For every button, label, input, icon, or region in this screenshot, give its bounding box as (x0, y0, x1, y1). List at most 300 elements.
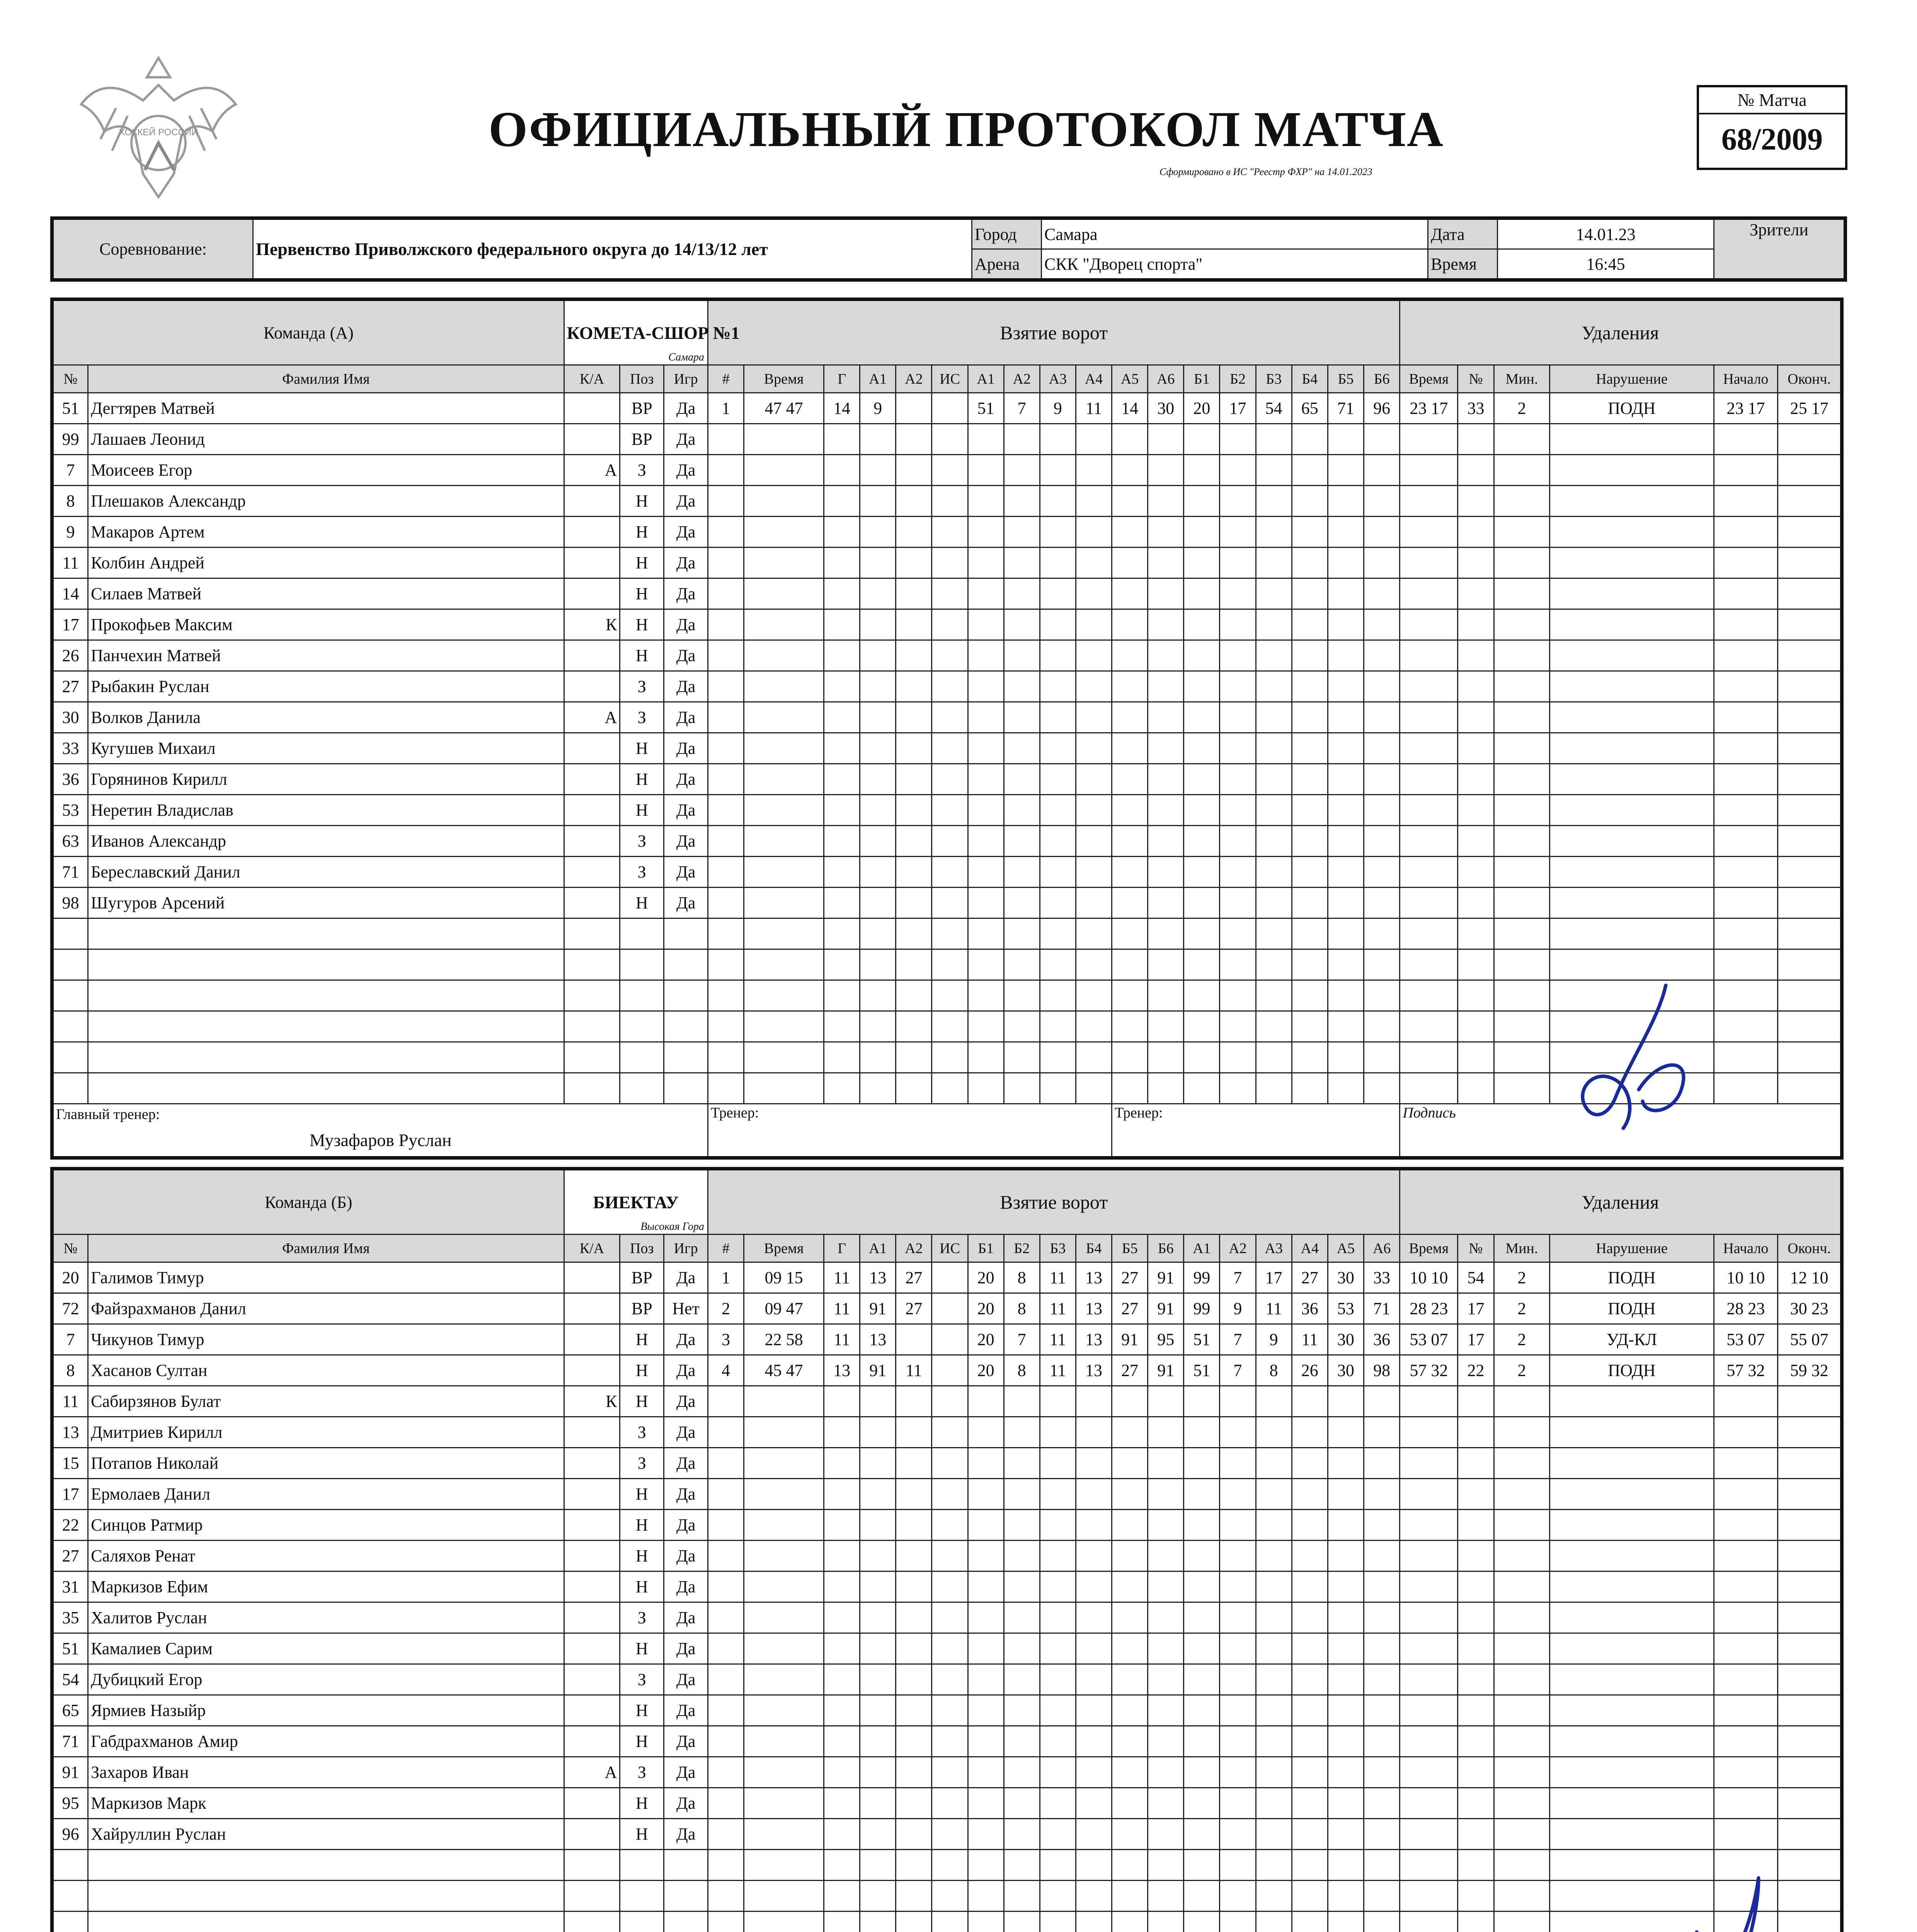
empty-cell (1076, 1850, 1112, 1881)
empty-cell (1458, 918, 1494, 949)
player-position: Н (620, 795, 664, 826)
penalty-time-min: 57 (1410, 1361, 1427, 1380)
player-row (52, 1571, 1842, 1602)
arena-label: Арена (972, 249, 1042, 280)
penalty-end-sec: 07 (1811, 1330, 1828, 1349)
empty-cell (1328, 980, 1364, 1011)
goal-time-sec: 58 (786, 1330, 803, 1349)
penalty-time-min: 53 (1410, 1330, 1427, 1349)
goal-situation (932, 1355, 968, 1386)
empty-cell (1778, 702, 1842, 733)
empty-cell (896, 857, 932, 888)
on-ice-own-4: 13 (1076, 1324, 1112, 1355)
empty-cell (1400, 578, 1458, 609)
empty-cell (1184, 1664, 1220, 1695)
empty-cell (1458, 517, 1494, 548)
empty-cell (88, 1011, 564, 1042)
empty-cell (1040, 1417, 1076, 1448)
player-row (52, 1602, 1842, 1633)
empty-cell (1040, 1695, 1076, 1726)
empty-cell (1714, 1386, 1778, 1417)
player-played: Да (664, 640, 708, 671)
player-played: Да (664, 826, 708, 857)
empty-cell (1184, 455, 1220, 486)
on-ice-opp-1: 20 (1184, 393, 1220, 424)
empty-cell (1184, 888, 1220, 918)
goal-number: 4 (708, 1355, 744, 1386)
goal-time (744, 393, 824, 424)
player-name: Галимов Тимур (88, 1262, 564, 1293)
col-on-ice-б4: Б4 (1076, 1235, 1112, 1262)
empty-cell (1292, 888, 1328, 918)
player-played: Да (664, 548, 708, 578)
empty-cell (1220, 1664, 1256, 1695)
empty-cell (932, 918, 968, 949)
empty-cell (1292, 1541, 1328, 1571)
empty-cell (824, 424, 860, 455)
empty-cell (1364, 918, 1399, 949)
empty-cell (1550, 1633, 1714, 1664)
empty-cell (968, 609, 1004, 640)
empty-cell (1112, 548, 1148, 578)
player-position: З (620, 455, 664, 486)
empty-cell (620, 1011, 664, 1042)
col-on-ice-б4: Б4 (1292, 365, 1328, 393)
player-played: Да (664, 1695, 708, 1726)
penalty-end (1778, 1293, 1842, 1324)
on-ice-own-1: 51 (968, 393, 1004, 424)
goal-time-min: 22 (764, 1330, 782, 1349)
empty-cell (1040, 1541, 1076, 1571)
empty-cell (1040, 888, 1076, 918)
empty-cell (1040, 826, 1076, 857)
empty-cell (824, 1912, 860, 1932)
empty-cell (932, 1850, 968, 1881)
empty-cell (1004, 1633, 1040, 1664)
empty-cell (564, 1011, 620, 1042)
col-on-ice-а1: А1 (1184, 1235, 1220, 1262)
empty-cell (1076, 733, 1112, 764)
player-played: Да (664, 702, 708, 733)
empty-cell (1494, 486, 1550, 517)
spectators-label: Зрители (1714, 218, 1845, 280)
empty-cell (860, 795, 896, 826)
empty-cell (1256, 1011, 1292, 1042)
empty-cell (744, 702, 824, 733)
empty-cell (968, 640, 1004, 671)
empty-cell (1112, 1757, 1148, 1788)
player-played: Да (664, 1726, 708, 1757)
empty-cell (1714, 609, 1778, 640)
player-row (52, 1510, 1842, 1541)
empty-cell (1364, 826, 1399, 857)
player-row (52, 1633, 1842, 1664)
empty-cell (1112, 1912, 1148, 1932)
player-position: ВР (620, 1262, 664, 1293)
empty-cell (1328, 826, 1364, 857)
empty-cell (1184, 1011, 1220, 1042)
player-role (564, 548, 620, 578)
empty-cell (824, 1850, 860, 1881)
goal-assist-1: 9 (860, 393, 896, 424)
player-name: Хасанов Султан (88, 1355, 564, 1386)
empty-cell (896, 486, 932, 517)
empty-cell (1778, 578, 1842, 609)
empty-cell (1040, 1386, 1076, 1417)
empty-cell (1220, 1386, 1256, 1417)
empty-cell (708, 1602, 744, 1633)
player-row (52, 888, 1842, 918)
empty-cell (1112, 980, 1148, 1011)
player-row (52, 1262, 1842, 1293)
penalty-end-min: 59 (1790, 1361, 1807, 1380)
empty-cell (1494, 1819, 1550, 1850)
penalty-start-sec: 32 (1748, 1361, 1765, 1380)
empty-cell (708, 1571, 744, 1602)
on-ice-own-3: 9 (1040, 393, 1076, 424)
team-label: Команда (А) (52, 299, 564, 365)
player-position: ВР (620, 393, 664, 424)
empty-cell (620, 1850, 664, 1881)
empty-cell (860, 1479, 896, 1510)
player-played: Да (664, 1479, 708, 1510)
player-row (52, 424, 1842, 455)
player-name: Колбин Андрей (88, 548, 564, 578)
penalty-start-sec: 17 (1748, 399, 1765, 418)
player-number: 15 (52, 1448, 88, 1479)
empty-cell (896, 1417, 932, 1448)
player-played: Да (664, 1633, 708, 1664)
on-ice-own-4: 13 (1076, 1355, 1112, 1386)
empty-cell (1494, 1510, 1550, 1541)
empty-cell (1714, 795, 1778, 826)
empty-cell (1256, 857, 1292, 888)
empty-cell (932, 1664, 968, 1695)
empty-cell (932, 1695, 968, 1726)
empty-cell (1714, 1695, 1778, 1726)
on-ice-opp-3: 17 (1256, 1262, 1292, 1293)
goal-time (744, 1262, 824, 1293)
empty-cell (1400, 949, 1458, 980)
empty-cell (1220, 733, 1256, 764)
empty-cell (1458, 1757, 1494, 1788)
player-number: 11 (52, 548, 88, 578)
empty-cell (896, 980, 932, 1011)
goal-assist-2 (896, 393, 932, 424)
empty-cell (1184, 578, 1220, 609)
empty-cell (896, 671, 932, 702)
empty-cell (52, 1850, 88, 1881)
penalty-start (1714, 1293, 1778, 1324)
empty-cell (1256, 1757, 1292, 1788)
empty-cell (1400, 1417, 1458, 1448)
empty-cell (1076, 1757, 1112, 1788)
empty-cell (744, 1541, 824, 1571)
col-pen-no: № (1458, 365, 1494, 393)
empty-cell (1714, 1479, 1778, 1510)
player-number: 17 (52, 1479, 88, 1510)
player-row (52, 826, 1842, 857)
empty-cell (1076, 1664, 1112, 1695)
empty-cell (1458, 1726, 1494, 1757)
empty-cell (1494, 857, 1550, 888)
player-row (52, 1448, 1842, 1479)
empty-cell (1040, 702, 1076, 733)
empty-cell (824, 1479, 860, 1510)
empty-cell (824, 671, 860, 702)
empty-cell (1112, 1788, 1148, 1819)
player-row (52, 1757, 1842, 1788)
player-played: Да (664, 1417, 708, 1448)
coach-2-cell (1112, 1104, 1400, 1158)
on-ice-opp-6: 98 (1364, 1355, 1399, 1386)
empty-cell (1184, 1386, 1220, 1417)
player-played: Да (664, 888, 708, 918)
empty-cell (1220, 1633, 1256, 1664)
empty-cell (1550, 918, 1714, 949)
penalty-minutes: 2 (1494, 1262, 1550, 1293)
on-ice-own-2: 8 (1004, 1293, 1040, 1324)
empty-cell (824, 1726, 860, 1757)
empty-cell (860, 671, 896, 702)
empty-cell (1256, 548, 1292, 578)
on-ice-opp-1: 51 (1184, 1355, 1220, 1386)
empty-cell (932, 980, 968, 1011)
empty-cell (1220, 918, 1256, 949)
goal-number: 1 (708, 1262, 744, 1293)
empty-cell (968, 455, 1004, 486)
player-position: Н (620, 1386, 664, 1417)
player-position: Н (620, 733, 664, 764)
empty-cell (1328, 1541, 1364, 1571)
empty-cell (1458, 1571, 1494, 1602)
player-number: 33 (52, 733, 88, 764)
empty-cell (1328, 671, 1364, 702)
empty-cell (896, 1541, 932, 1571)
empty-cell (1184, 1726, 1220, 1757)
player-played: Да (664, 764, 708, 795)
empty-cell (1184, 486, 1220, 517)
empty-cell (1184, 640, 1220, 671)
empty-cell (1184, 1912, 1220, 1932)
empty-cell (1364, 1448, 1399, 1479)
empty-cell (1328, 1881, 1364, 1912)
player-name: Силаев Матвей (88, 578, 564, 609)
on-ice-own-6: 30 (1148, 393, 1184, 424)
player-number: 63 (52, 826, 88, 857)
col-situation: ИС (932, 1235, 968, 1262)
empty-cell (1550, 1510, 1714, 1541)
empty-cell (664, 1011, 708, 1042)
player-position: Н (620, 486, 664, 517)
empty-cell (1400, 1571, 1458, 1602)
empty-cell (1714, 702, 1778, 733)
empty-cell (1112, 609, 1148, 640)
empty-cell (968, 1448, 1004, 1479)
empty-cell (744, 1417, 824, 1448)
empty-cell (968, 918, 1004, 949)
empty-cell (1148, 1510, 1184, 1541)
empty-cell (1364, 702, 1399, 733)
empty-cell (664, 1912, 708, 1932)
empty-cell (1458, 640, 1494, 671)
col-played: Игр (664, 365, 708, 393)
empty-cell (824, 980, 860, 1011)
on-ice-opp-6: 33 (1364, 1262, 1399, 1293)
player-name: Моисеев Егор (88, 455, 564, 486)
empty-cell (1494, 702, 1550, 733)
empty-cell (968, 1881, 1004, 1912)
empty-cell (1112, 1479, 1148, 1510)
empty-cell (1714, 857, 1778, 888)
empty-cell (708, 1664, 744, 1695)
empty-cell (932, 1541, 968, 1571)
empty-cell (1220, 1757, 1256, 1788)
player-row (52, 1695, 1842, 1726)
empty-cell (1040, 918, 1076, 949)
on-ice-opp-5: 53 (1328, 1293, 1364, 1324)
col-goal-time: Время (744, 1235, 824, 1262)
penalty-start-sec: 07 (1748, 1330, 1765, 1349)
empty-cell (620, 918, 664, 949)
coach-1-label: Тренер: (711, 1105, 759, 1121)
empty-cell (708, 857, 744, 888)
player-role (564, 1510, 620, 1541)
penalty-minutes: 2 (1494, 1355, 1550, 1386)
goal-scorer: 11 (824, 1293, 860, 1324)
empty-cell (1004, 578, 1040, 609)
empty-cell (1400, 1912, 1458, 1932)
empty-cell (1458, 1448, 1494, 1479)
empty-cell (744, 609, 824, 640)
empty-cell (1148, 795, 1184, 826)
empty-cell (1400, 1850, 1458, 1881)
empty-cell (1256, 1571, 1292, 1602)
empty-cell (1292, 1386, 1328, 1417)
team-label: Команда (Б) (52, 1169, 564, 1235)
empty-cell (968, 1664, 1004, 1695)
col-on-ice-б3: Б3 (1040, 1235, 1076, 1262)
empty-cell (1364, 1912, 1399, 1932)
empty-cell (860, 1819, 896, 1850)
on-ice-opp-2: 17 (1220, 393, 1256, 424)
empty-cell (1292, 702, 1328, 733)
empty-cell (932, 486, 968, 517)
empty-cell (1494, 949, 1550, 980)
goal-number: 2 (708, 1293, 744, 1324)
empty-cell (1220, 578, 1256, 609)
goal-assist-2: 11 (896, 1355, 932, 1386)
empty-cell (1292, 1881, 1328, 1912)
on-ice-own-5: 14 (1112, 393, 1148, 424)
empty-cell (1256, 640, 1292, 671)
empty-cell (1040, 1510, 1076, 1541)
player-position: Н (620, 1541, 664, 1571)
player-role (564, 671, 620, 702)
penalty-start-min: 10 (1726, 1268, 1744, 1287)
empty-cell (744, 980, 824, 1011)
empty-cell (896, 1819, 932, 1850)
player-played: Да (664, 857, 708, 888)
empty-cell (1364, 1788, 1399, 1819)
empty-cell (1458, 949, 1494, 980)
team-name: БИЕКТАУ (593, 1192, 679, 1212)
empty-cell (708, 1819, 744, 1850)
penalty-time-sec: 07 (1431, 1330, 1448, 1349)
empty-cell (1458, 1386, 1494, 1417)
empty-cell (1714, 1417, 1778, 1448)
empty-cell (1400, 1695, 1458, 1726)
empty-cell (1778, 857, 1842, 888)
empty-cell (1076, 1788, 1112, 1819)
empty-cell (564, 980, 620, 1011)
col-on-ice-а2: А2 (1004, 365, 1040, 393)
column-header-row (52, 1235, 1842, 1262)
player-played: Да (664, 671, 708, 702)
empty-cell (1112, 640, 1148, 671)
empty-cell (932, 548, 968, 578)
player-row (52, 486, 1842, 517)
page-subtitle: Сформировано в ИС "Реестр ФХР" на 14.01.2023 (1159, 166, 1372, 177)
empty-cell (1040, 1479, 1076, 1510)
empty-cell (1148, 1479, 1184, 1510)
empty-cell (1256, 1633, 1292, 1664)
empty-cell (1076, 424, 1112, 455)
empty-cell (932, 517, 968, 548)
empty-cell (744, 1011, 824, 1042)
empty-cell (1004, 795, 1040, 826)
empty-cell (1040, 1819, 1076, 1850)
empty-cell (1004, 1073, 1040, 1104)
penalty-player: 33 (1458, 393, 1494, 424)
empty-cell (968, 1042, 1004, 1073)
col-pen-end: Оконч. (1778, 365, 1842, 393)
penalty-end (1778, 393, 1842, 424)
empty-cell (1148, 1695, 1184, 1726)
empty-cell (1778, 1695, 1842, 1726)
empty-cell (1400, 702, 1458, 733)
empty-cell (1184, 1819, 1220, 1850)
empty-cell (744, 764, 824, 795)
empty-cell (1256, 795, 1292, 826)
penalty-type: УД-КЛ (1550, 1324, 1714, 1355)
player-played: Да (664, 609, 708, 640)
col-on-ice-б6: Б6 (1148, 1235, 1184, 1262)
player-position: З (620, 1417, 664, 1448)
goal-scorer: 13 (824, 1355, 860, 1386)
empty-cell (664, 1881, 708, 1912)
empty-cell (1550, 826, 1714, 857)
player-position: Н (620, 640, 664, 671)
empty-cell (620, 1912, 664, 1932)
empty-cell (1184, 795, 1220, 826)
empty-cell (824, 1819, 860, 1850)
col-on-ice-б5: Б5 (1112, 1235, 1148, 1262)
empty-cell (932, 1479, 968, 1510)
empty-cell (1184, 949, 1220, 980)
empty-cell (860, 1695, 896, 1726)
empty-cell (896, 1386, 932, 1417)
empty-cell (564, 1073, 620, 1104)
competition-label: Соревнование: (52, 218, 253, 280)
player-role (564, 1695, 620, 1726)
empty-cell (896, 1011, 932, 1042)
col-on-ice-а1: А1 (968, 365, 1004, 393)
player-name: Макаров Артем (88, 517, 564, 548)
empty-cell (52, 1042, 88, 1073)
empty-cell (1778, 795, 1842, 826)
empty-cell (968, 1633, 1004, 1664)
